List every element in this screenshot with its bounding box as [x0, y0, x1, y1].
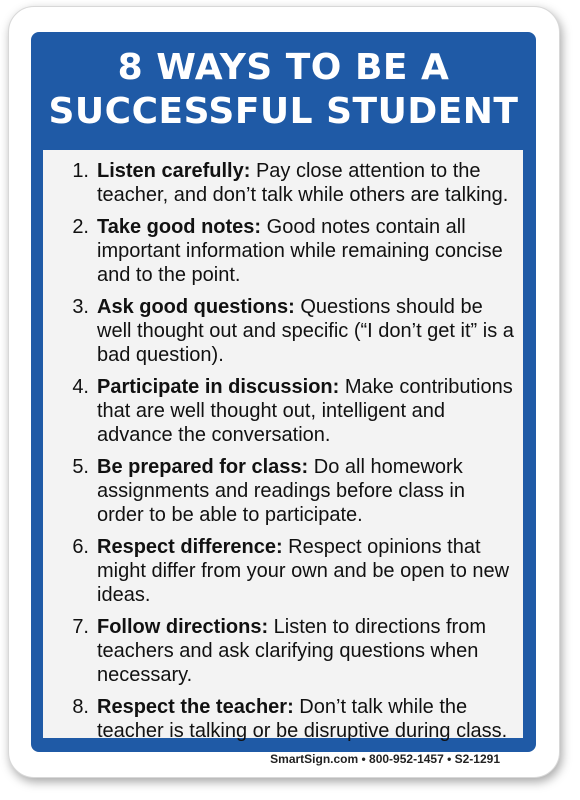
- tip-number: 5.: [72, 456, 89, 478]
- tip-body: [97, 375, 515, 447]
- tip-heading: Be prepared for class:: [97, 456, 309, 478]
- tip-heading: Follow directions:: [97, 616, 269, 638]
- content-panel: [43, 150, 523, 742]
- tip-heading: Listen carefully:: [97, 160, 251, 182]
- sign-frame: [31, 32, 536, 752]
- tip-text: Make contributions that are well thought out, intelligent and advance the conversation.: [97, 376, 513, 446]
- tip-heading: Ask good questions:: [97, 296, 295, 318]
- tip-body: [97, 455, 515, 527]
- tip-body: [97, 215, 515, 287]
- tip-heading: Respect the teacher:: [97, 696, 294, 718]
- tip-text: Don’t talk while the teacher is talking or be disruptive during class.: [97, 696, 508, 742]
- tip-item: [43, 375, 523, 447]
- tip-item: [43, 455, 523, 527]
- tip-text: Questions should be well thought out and specific (“I don’t get it” is a bad question).: [97, 296, 514, 366]
- tip-item: [43, 215, 523, 287]
- tip-body: [97, 159, 515, 207]
- tip-item: [43, 295, 523, 367]
- sign-footer: SmartSign.com • 800-952-1457 • S2-1291: [270, 752, 500, 766]
- sign-title: [31, 46, 536, 134]
- tip-body: [97, 695, 515, 743]
- tip-heading: Participate in discussion:: [97, 376, 340, 398]
- tip-body: [97, 295, 515, 367]
- tip-text: Listen to directions from teachers and ask clarifying questions when necessary.: [97, 616, 486, 686]
- tip-item: [43, 535, 523, 607]
- tip-number: 7.: [72, 616, 89, 638]
- tip-text: Good notes contain all important information while remaining concise and to the point.: [97, 216, 503, 286]
- tip-item: [43, 695, 523, 743]
- tip-number: 1.: [72, 160, 89, 182]
- tip-heading: Take good notes:: [97, 216, 262, 238]
- tip-heading: Respect difference:: [97, 536, 283, 558]
- tip-number: 3.: [72, 296, 89, 318]
- sign-title-line-2: SUCCESSFUL STUDENT: [48, 91, 519, 132]
- tip-text: Respect opinions that might differ from your own and be open to new ideas.: [97, 536, 510, 606]
- tip-number: 6.: [72, 536, 89, 558]
- tip-number: 2.: [72, 216, 89, 238]
- sign-title-line-1: 8 WAYS TO BE A: [117, 47, 450, 88]
- tip-item: [43, 615, 523, 687]
- sign: [8, 6, 560, 778]
- tip-number: 4.: [72, 376, 89, 398]
- tip-item: [43, 159, 523, 207]
- tips-list: [43, 159, 523, 751]
- tip-text: Do all homework assignments and readings before class in order to be able to participate.: [97, 456, 465, 526]
- tip-body: [97, 615, 515, 687]
- tip-text: Pay close attention to the teacher, and don’t talk while others are talking.: [97, 160, 509, 206]
- tip-number: 8.: [72, 696, 89, 718]
- tip-body: [97, 535, 515, 607]
